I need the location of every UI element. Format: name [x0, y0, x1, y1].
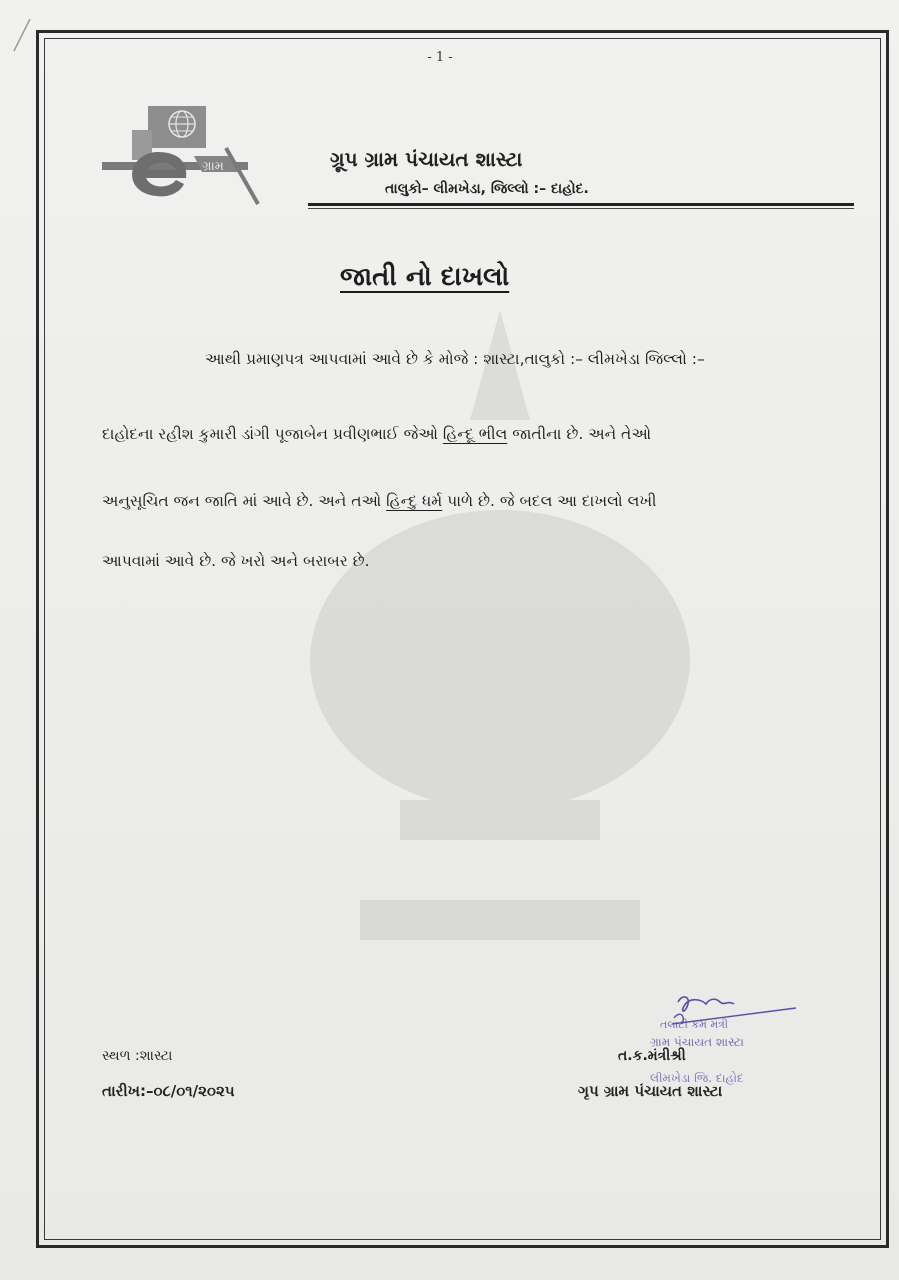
- signatory-designation: ત.ક.મંત્રીશ્રી: [618, 1048, 686, 1064]
- signatory-office: ગૃપ ગ્રામ પંચાયત શાસ્ટા: [578, 1082, 723, 1100]
- edge-mark: [6, 15, 36, 55]
- svg-text:લીમખેડા જિ. દાહોદ: લીમખેડા જિ. દાહોદ: [650, 1071, 744, 1085]
- document-title: જાતી નો દાખલો: [340, 262, 510, 292]
- svg-text:ગ્રામ: ગ્રામ: [202, 159, 224, 174]
- religion-name: હિન્દુ ધર્મ: [386, 492, 443, 510]
- header-rule-thin: [308, 208, 854, 209]
- svg-text:તલાટી કમ મંત્રી: તલાટી કમ મંત્રી: [660, 1018, 729, 1031]
- panchayat-address: તાલુકો– લીમખેડા, જિલ્લો :– દાહોદ.: [385, 181, 589, 197]
- date-label: તારીખ:–૦૮/૦૧/૨૦૨૫: [102, 1082, 235, 1100]
- place-label: સ્થળ :શાસ્ટા: [102, 1048, 173, 1064]
- body-line-1: આથી પ્રમાણપત્ર આપવામાં આવે છે કે મોજે : શાસ્ટા,તાલુકો :– લીમખેડા જિલ્લો :–: [205, 350, 705, 368]
- page-number: - 1 -: [427, 50, 453, 65]
- body-line-2: [102, 425, 651, 444]
- body-line-4: આપવામાં આવે છે. જે ખરો અને બરાબર છે.: [102, 552, 370, 570]
- official-stamp-signature: [610, 990, 810, 1110]
- body-line-2-end: જાતીના છે. અને તેઓ: [507, 425, 652, 443]
- header-rule: [308, 203, 854, 206]
- svg-text:ગ્રામ પંચાયત શાસ્ટા: ગ્રામ પંચાયત શાસ્ટા: [650, 1035, 744, 1049]
- body-line-3-start: અનુસૂચિત જન જાતિ માં આવે છે. અને તઓ: [102, 492, 387, 510]
- body-line-3: [102, 492, 657, 511]
- body-line-2-start: દાહોદના રહીશ કુમારી ડાંગી પૂજાબેન પ્રવીણભાઈ જેઓ: [102, 425, 443, 443]
- watermark-emblem-icon: [290, 300, 710, 960]
- panchayat-title: ગ્રૂપ ગ્રામ પંચાયત શાસ્ટા: [330, 147, 523, 171]
- e-gram-logo-icon: [98, 100, 268, 210]
- caste-name: હિન્દૂ ભીલ: [442, 425, 508, 443]
- body-line-3-end: પાળે છે. જે બદલ આ દાખલો લખી: [442, 492, 657, 510]
